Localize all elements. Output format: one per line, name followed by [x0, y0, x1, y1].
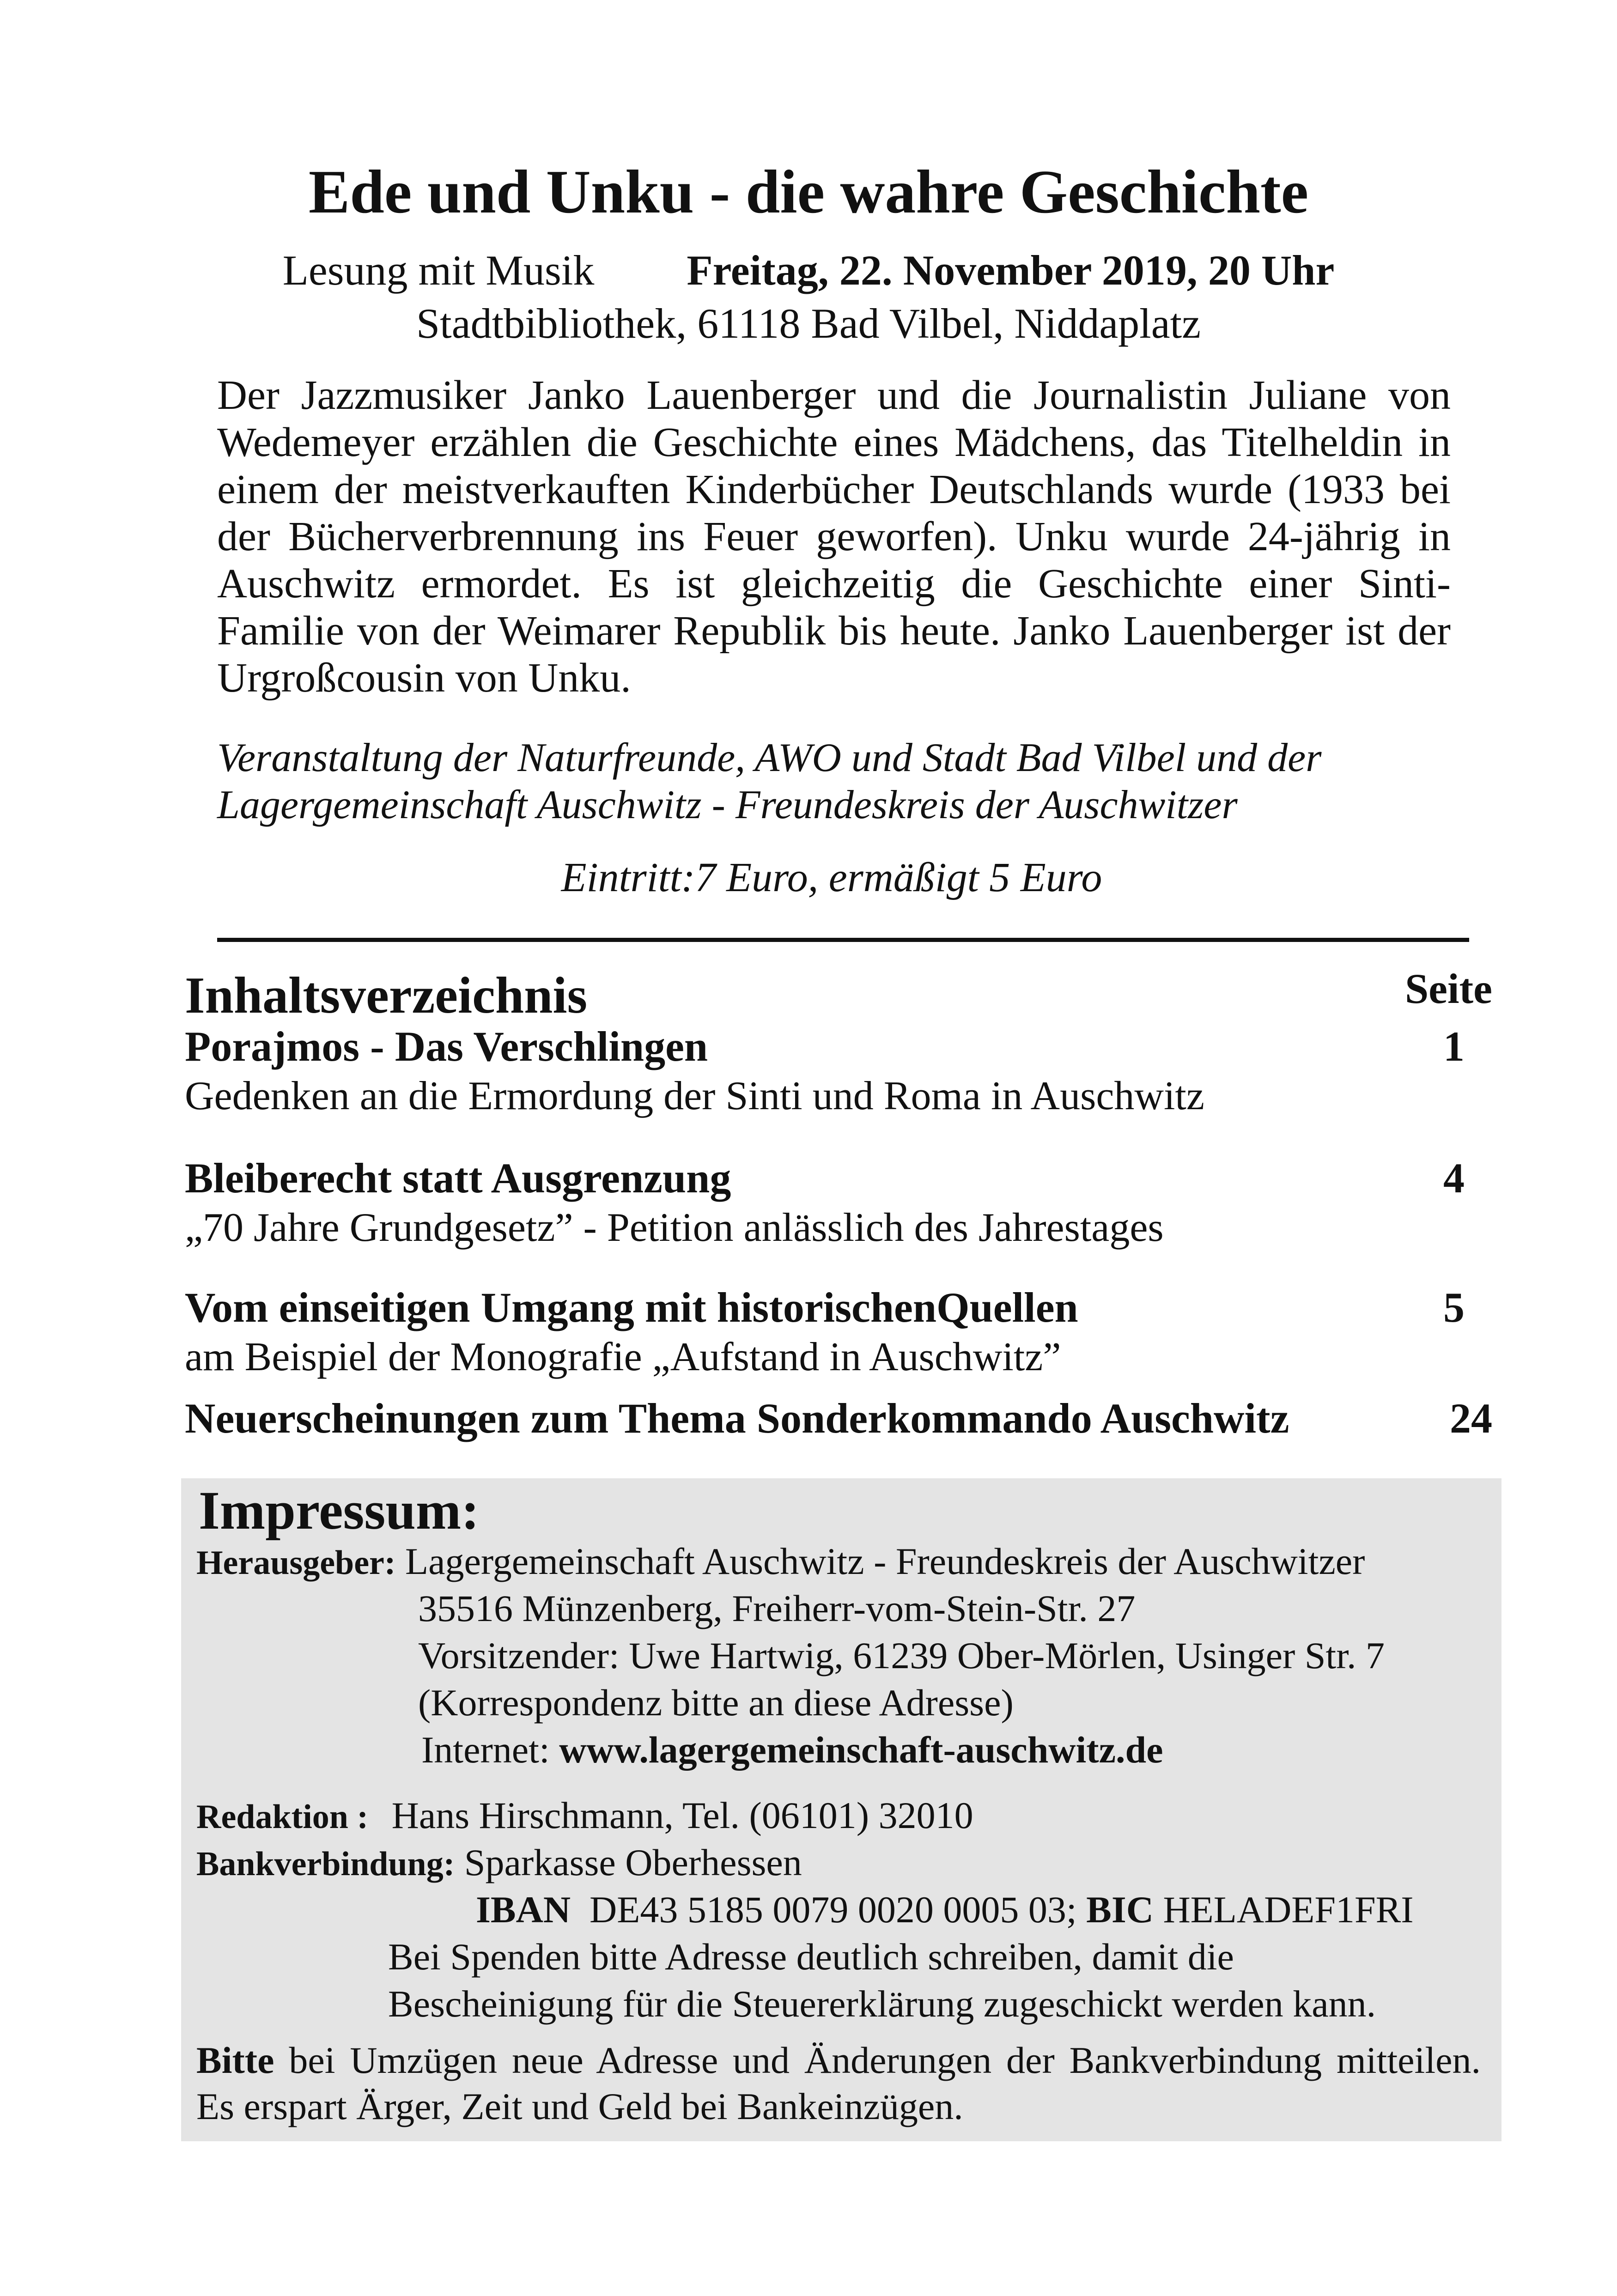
toc-entry-title: Porajmos - Das Verschlingen: [185, 1023, 708, 1070]
chair: Vorsitzender: Uwe Hartwig, 61239 Ober-Mörlen, Usinger Str. 7: [418, 1634, 1385, 1676]
event-title: Ede und Unku - die wahre Geschichte: [308, 158, 1309, 226]
toc-entry-page: 5: [1443, 1284, 1465, 1331]
toc-page-header: Seite: [1404, 965, 1492, 1012]
toc-entry-title: Vom einseitigen Umgang mit historischenQuellen: [185, 1284, 1078, 1331]
event-venue: Stadtbibliothek, 61118 Bad Vilbel, Niddaplatz: [416, 300, 1201, 347]
toc-entry: [185, 1153, 1492, 1252]
toc-entry-subtitle: am Beispiel der Monografie „Aufstand in Auschwitz”: [185, 1335, 1061, 1379]
toc-entry-title: Bleiberecht statt Ausgrenzung: [185, 1154, 731, 1202]
event-organizers-line: Lagergemeinschaft Auschwitz - Freundeskreis der Auschwitzer: [217, 783, 1238, 827]
toc-entry: [185, 1282, 1492, 1382]
event-description: [217, 372, 1451, 702]
iban-row: [476, 1887, 1414, 1933]
publisher-address: 35516 Münzenberg, Freiherr-vom-Stein-Str. 27: [418, 1587, 1136, 1629]
internet-label: Internet:: [421, 1729, 550, 1771]
iban-value: DE43 5185 0079 0020 0005 03;: [590, 1889, 1077, 1931]
bic-value: HELADEF1FRI: [1163, 1889, 1414, 1931]
correspondence-note: (Korrespondenz bitte an diese Adresse): [418, 1682, 1014, 1724]
toc-entry-title: Neuerscheinungen zum Thema Sonderkommando Auschwitz: [185, 1395, 1289, 1442]
toc-heading: Inhaltsverzeichnis: [185, 967, 588, 1024]
publisher-label: Herausgeber:: [196, 1544, 396, 1582]
note-text: bei Umzügen neue Adresse und Änderungen der Bankverbindung mitteilen. Es erspart Ärger, Zeit und Geld bei Bankeinzügen.: [196, 2039, 1481, 2127]
iban-label: IBAN: [476, 1889, 571, 1931]
event-type-date: [0, 245, 1617, 296]
toc-entry: [185, 1021, 1492, 1121]
section-divider: [217, 938, 1469, 942]
address-change-note: [196, 2037, 1481, 2130]
impressum-title: Impressum:: [199, 1480, 480, 1541]
toc-entry-page: 4: [1443, 1154, 1465, 1202]
editor-contact: Hans Hirschmann, Tel. (06101) 32010: [391, 1794, 973, 1836]
bic-label: BIC: [1086, 1889, 1154, 1931]
publisher-name: Lagergemeinschaft Auschwitz - Freundeskreis der Auschwitzer: [405, 1540, 1365, 1582]
bank-row: [196, 1840, 802, 1887]
toc-entry: [185, 1393, 1492, 1444]
donation-note-line: Bescheinigung für die Steuererklärung zugeschickt werden kann.: [388, 1983, 1376, 2025]
internet-row: [421, 1727, 1163, 1773]
event-date: Freitag, 22. November 2019, 20 Uhr: [687, 247, 1335, 294]
event-organizers-line: Veranstaltung der Naturfreunde, AWO und Stadt Bad Vilbel und der: [217, 735, 1322, 780]
bank-name: Sparkasse Oberhessen: [464, 1841, 802, 1883]
note-bold: Bitte: [196, 2039, 274, 2081]
toc-entry-page: 24: [1450, 1395, 1492, 1442]
bank-label: Bankverbindung:: [196, 1845, 455, 1883]
donation-note-line: Bei Spenden bitte Adresse deutlich schreiben, damit die: [388, 1936, 1234, 1978]
event-type: Lesung mit Musik: [282, 247, 595, 294]
publisher-row: [196, 1538, 1365, 1586]
toc-entry-subtitle: „70 Jahre Grundgesetz” - Petition anlässlich des Jahrestages: [185, 1205, 1164, 1250]
event-organizers: [217, 735, 1451, 829]
toc-entry-page: 1: [1443, 1023, 1465, 1070]
event-description-text: Der Jazzmusiker Janko Lauenberger und die Journalistin Juliane von Wedemeyer erzählen die Geschichte eines Mädchens, das Titelheldin in einem der meistverkauften Kinderbücher Deutschlands wurde (1933 bei der Bücherverbrennung ins Feuer geworfen). Unku wurde 24-jährig in Auschwitz ermordet. Es ist gleichzeitig die Geschichte einer Sinti-Familie von der Weimarer Republik bis heute. Janko Lauenberger ist der Urgroßcousin von Unku.: [217, 372, 1451, 701]
editor-row: [196, 1792, 973, 1840]
event-admission: Eintritt:7 Euro, ermäßigt 5 Euro: [561, 855, 1102, 900]
website-link[interactable]: www.lagergemeinschaft-auschwitz.de: [559, 1729, 1163, 1771]
toc-entry-subtitle: Gedenken an die Ermordung der Sinti und Roma in Auschwitz: [185, 1074, 1204, 1118]
editor-label: Redaktion :: [196, 1798, 369, 1836]
